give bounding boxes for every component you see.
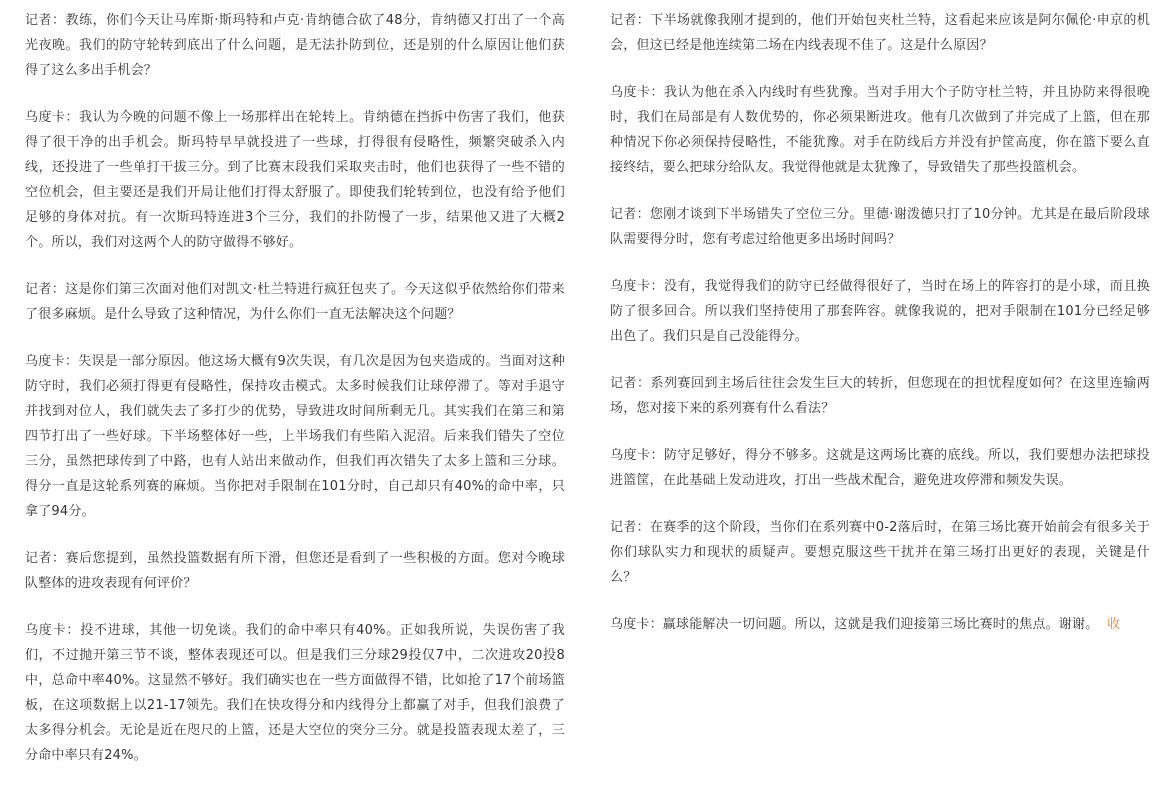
paragraph-reporter-question: 记者：这是你们第三次面对他们对凯文·杜兰特进行疯狂包夹了。今天这似乎依然给你们带来了很多麻烦。是什么导致了这种情况，为什么你们一直无法解决这个问题？ [25,282,565,322]
paragraph-coach-answer: 乌度卡：没有，我觉得我们的防守已经做得很好了，当时在场上的阵容打的是小球，而且换防了很多回合。所以我们坚持使用了那套阵容。就像我说的，把对手限制在101分已经足够出色了。我们只是自己没能得分。 [610,279,1150,344]
article-left-column [25,8,565,790]
paragraph-reporter-question: 记者：在赛季的这个阶段，当你们在系列赛中0-2落后时，在第三场比赛开始前会有很多关于你们球队实力和现状的质疑声。要想克服这些干扰并在第三场打出更好的表现，关键是什么？ [610,520,1150,585]
paragraph-coach-answer: 乌度卡：投不进球，其他一切免谈。我们的命中率只有40%。正如我所说，失误伤害了我们，不过抛开第三节不谈，整体表现还可以。但是我们三分球29投仅7中，二次进攻20投8中，总命中率40%。这显然不够好。我们确实也在一些方面做得不错，比如抢了17个前场篮板，在这项数据上以21-17领先。我们在快攻得分和内线得分上都赢了对手，但我们浪费了太多得分机会。无论是近在咫尺的上篮，还是大空位的突分三分。就是投篮表现太差了，三分命中率只有24%。 [25,623,565,763]
paragraph-coach-answer: 乌度卡：防守足够好，得分不够多。这就是这两场比赛的底线。所以，我们要想办法把球投进篮筐，在此基础上发动进攻，打出一些战术配合，避免进攻停滞和频发失误。 [610,448,1150,488]
collapse-link[interactable]: 收 [1107,617,1121,632]
article-right-column [610,8,1150,659]
paragraph-coach-answer: 乌度卡：我认为他在杀入内线时有些犹豫。当对手用大个子防守杜兰特，并且协防来得很晚时，我们在局部是有人数优势的，你必须果断进攻。他有几次做到了并完成了上篮，但在那种情况下你必须保持侵略性，不能犹豫。对手在防线后方并没有护筐高度，你在篮下要么直接终结，要么把球分给队友。我觉得他就是太犹豫了，导致错失了那些投篮机会。 [610,85,1150,175]
paragraph-reporter-question: 记者：系列赛回到主场后往往会发生巨大的转折，但您现在的担忧程度如何？在这里连输两场，您对接下来的系列赛有什么看法？ [610,376,1150,416]
paragraph-reporter-question: 记者：您刚才谈到下半场错失了空位三分。里德·谢泼德只打了10分钟。尤其是在最后阶段球队需要得分时，您有考虑过给他更多出场时间吗？ [610,207,1150,247]
paragraph-reporter-question: 记者：教练，你们今天让马库斯·斯玛特和卢克·肯纳德合砍了48分，肯纳德又打出了一个高光夜晚。我们的防守轮转到底出了什么问题，是无法扑防到位，还是别的什么原因让他们获得了这么多出手机会？ [25,13,565,78]
paragraph-reporter-question: 记者：赛后您提到，虽然投篮数据有所下滑，但您还是看到了一些积极的方面。您对今晚球队整体的进攻表现有何评价？ [25,551,565,591]
paragraph-coach-final-answer [610,612,1150,637]
paragraph-coach-answer: 乌度卡：我认为今晚的问题不像上一场那样出在轮转上。肯纳德在挡拆中伤害了我们，他获得了很干净的出手机会。斯玛特早早就投进了一些球，打得很有侵略性，频繁突破杀入内线，还投进了一些单打干拔三分。到了比赛末段我们采取夹击时，他们也获得了一些不错的空位机会，但主要还是我们开局让他们打得太舒服了。即使我们轮转到位，也没有给予他们足够的身体对抗。有一次斯玛特连进3个三分，我们的扑防慢了一步，结果他又进了大概2个。所以，我们对这两个人的防守做得不够好。 [25,110,565,250]
final-answer-text: 乌度卡：赢球能解决一切问题。所以，这就是我们迎接第三场比赛时的焦点。谢谢。 [610,617,1099,632]
paragraph-reporter-question: 记者：下半场就像我刚才提到的，他们开始包夹杜兰特，这看起来应该是阿尔佩伦·申京的机会，但这已经是他连续第二场在内线表现不佳了。这是什么原因？ [610,13,1150,53]
paragraph-coach-answer: 乌度卡：失误是一部分原因。他这场大概有9次失误，有几次是因为包夹造成的。当面对这种防守时，我们必须打得更有侵略性，保持攻击模式。太多时候我们让球停滞了。等对手退守并找到对位人，我们就失去了多打少的优势，导致进攻时间所剩无几。其实我们在第三和第四节打出了一些好球。下半场整体好一些，上半场我们有些陷入泥沼。后来我们错失了空位三分，虽然把球传到了中路，也有人站出来做动作，但我们再次错失了太多上篮和三分球。得分一直是这轮系列赛的麻烦。当你把对手限制在101分时，自己却只有40%的命中率，只拿了94分。 [25,354,565,519]
